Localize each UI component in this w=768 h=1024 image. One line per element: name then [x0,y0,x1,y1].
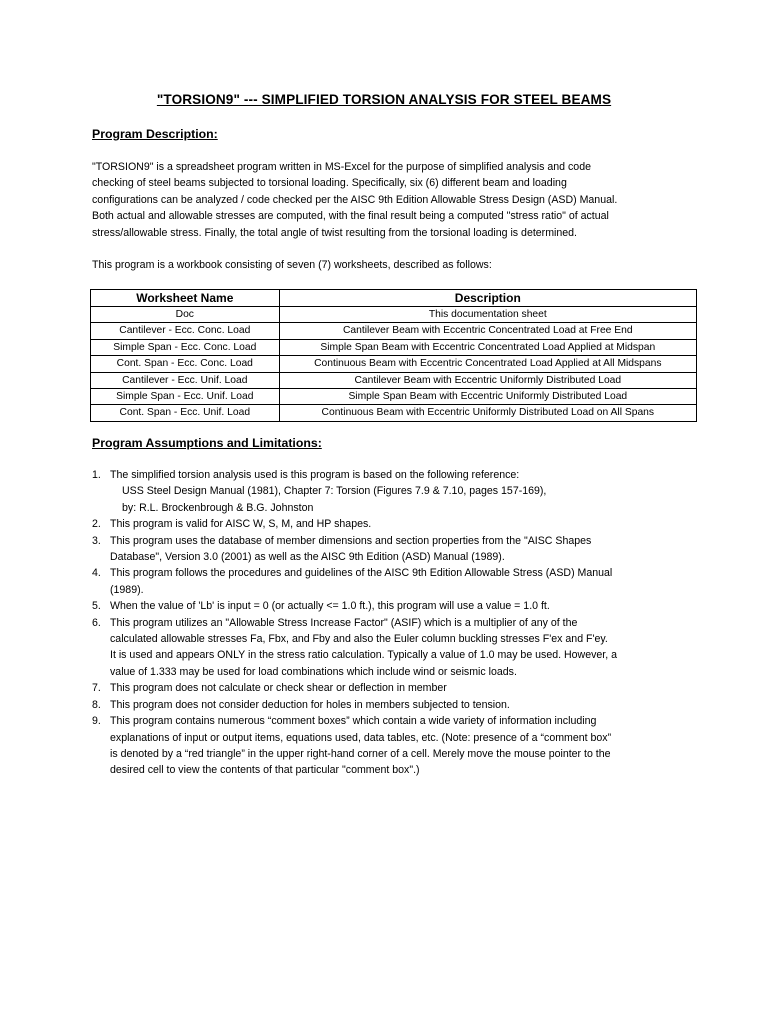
worksheet-name-cell: Doc [91,307,280,323]
item-number: 6. [92,616,101,629]
item-line: This program is valid for AISC W, S, M, and HP shapes. [110,518,372,531]
description-cell: This documentation sheet [279,307,696,323]
list-item [92,615,617,681]
item-line: This program follows the procedures and guidelines of the AISC 9th Edition Allowable Stress (ASD) Manual [110,567,613,580]
item-line: value of 1.333 may be used for load combinations which include wind or seismic loads. [110,665,517,678]
item-number: 1. [92,469,101,481]
description-cell: Simple Span Beam with Eccentric Uniformly Distributed Load [279,389,696,405]
column-header-worksheet-name: Worksheet Name [91,290,280,307]
item-line: This program contains numerous “comment boxes” which contain a wide variety of information including [110,715,597,728]
table-row [91,405,697,421]
paragraph-line: "TORSION9" is a spreadsheet program written in MS-Excel for the purpose of simplified analysis and code [92,161,591,173]
paragraph-line: checking of steel beams subjected to torsional loading. Specifically, six (6) different beam and loading [92,177,567,190]
program-description-paragraph [92,159,692,241]
item-line: (1989). [110,583,144,596]
item-number: 5. [92,600,101,613]
description-cell: Continuous Beam with Eccentric Concentrated Load Applied at All Midspans [279,356,696,372]
item-number: 9. [92,715,101,728]
item-line: Database", Version 3.0 (2001) as well as the AISC 9th Edition (ASD) Manual (1989). [110,551,505,564]
table-row [91,372,697,388]
item-number: 2. [92,518,101,531]
paragraph-line: configurations can be analyzed / code checked per the AISC 9th Edition Allowable Stress Design (ASD) Manual. [92,193,618,206]
description-cell: Cantilever Beam with Eccentric Uniformly Distributed Load [279,372,696,388]
column-header-description: Description [279,290,696,307]
table-row [91,307,697,323]
table-row [91,323,697,339]
item-line: is denoted by a “red triangle” in the upper right-hand corner of a cell. Merely move the mouse pointer to the [110,747,611,760]
worksheet-name-cell: Cantilever - Ecc. Unif. Load [91,372,280,388]
table-row [91,356,697,372]
reference-line: by: R.L. Brockenbrough & B.G. Johnston [122,501,314,514]
program-description-heading: Program Description: [92,127,218,141]
list-item [92,533,617,566]
item-line: calculated allowable stresses Fa, Fbx, and Fby and also the Euler column buckling stresses F'ex and F'ey. [110,633,608,646]
worksheets-table [90,289,697,422]
item-line: This program does not calculate or check shear or deflection in member [110,682,447,695]
list-item [92,697,617,713]
paragraph-line: stress/allowable stress. Finally, the total angle of twist resulting from the torsional loading is determined. [92,226,577,239]
paragraph-line: Both actual and allowable stresses are computed, with the final result being a computed "stress ratio" of actual [92,210,609,223]
item-number: 3. [92,534,101,547]
item-line: This program utilizes an "Allowable Stress Increase Factor" (ASIF) which is a multiplier of any of the [110,616,578,629]
assumptions-list [92,467,617,779]
table-header-row [91,290,697,307]
list-item [92,565,617,598]
item-line: It is used and appears ONLY in the stress ratio calculation. Typically a value of 1.0 may be used. However, a [110,649,618,662]
item-line: When the value of 'Lb' is input = 0 (or actually <= 1.0 ft.), this program will use a value = 1.0 ft. [110,600,550,613]
list-item [92,680,617,696]
description-cell: Continuous Beam with Eccentric Uniformly Distributed Load on All Spans [279,405,696,421]
list-item [92,598,617,614]
item-line: This program does not consider deduction for holes in members subjected to tension. [110,698,510,711]
worksheet-name-cell: Cont. Span - Ecc. Conc. Load [91,356,280,372]
worksheet-name-cell: Cont. Span - Ecc. Unif. Load [91,405,280,421]
workbook-intro: This program is a workbook consisting of seven (7) worksheets, described as follows: [92,259,492,271]
list-item [92,516,617,532]
item-line: The simplified torsion analysis used is this program is based on the following reference: [110,469,520,481]
list-item [92,467,617,516]
description-cell: Simple Span Beam with Eccentric Concentrated Load Applied at Midspan [279,339,696,355]
item-number: 8. [92,698,101,711]
item-line: This program uses the database of member dimensions and section properties from the "AISC Shapes [110,534,592,547]
worksheet-name-cell: Simple Span - Ecc. Unif. Load [91,389,280,405]
item-line: desired cell to view the contents of that particular "comment box".) [110,764,420,777]
item-number: 7. [92,682,101,695]
document-title: "TORSION9" --- SIMPLIFIED TORSION ANALYSIS FOR STEEL BEAMS [156,92,612,107]
worksheet-name-cell: Simple Span - Ecc. Conc. Load [91,339,280,355]
table-row [91,339,697,355]
item-number: 4. [92,567,101,580]
description-cell: Cantilever Beam with Eccentric Concentrated Load at Free End [279,323,696,339]
table-row [91,389,697,405]
assumptions-heading: Program Assumptions and Limitations: [92,436,322,450]
reference-line: USS Steel Design Manual (1981), Chapter 7: Torsion (Figures 7.9 & 7.10, pages 157-169), [122,485,547,498]
worksheet-name-cell: Cantilever - Ecc. Conc. Load [91,323,280,339]
item-line: explanations of input or output items, equations used, data tables, etc. (Note: presence of a “comment box” [110,731,612,744]
list-item [92,713,617,779]
